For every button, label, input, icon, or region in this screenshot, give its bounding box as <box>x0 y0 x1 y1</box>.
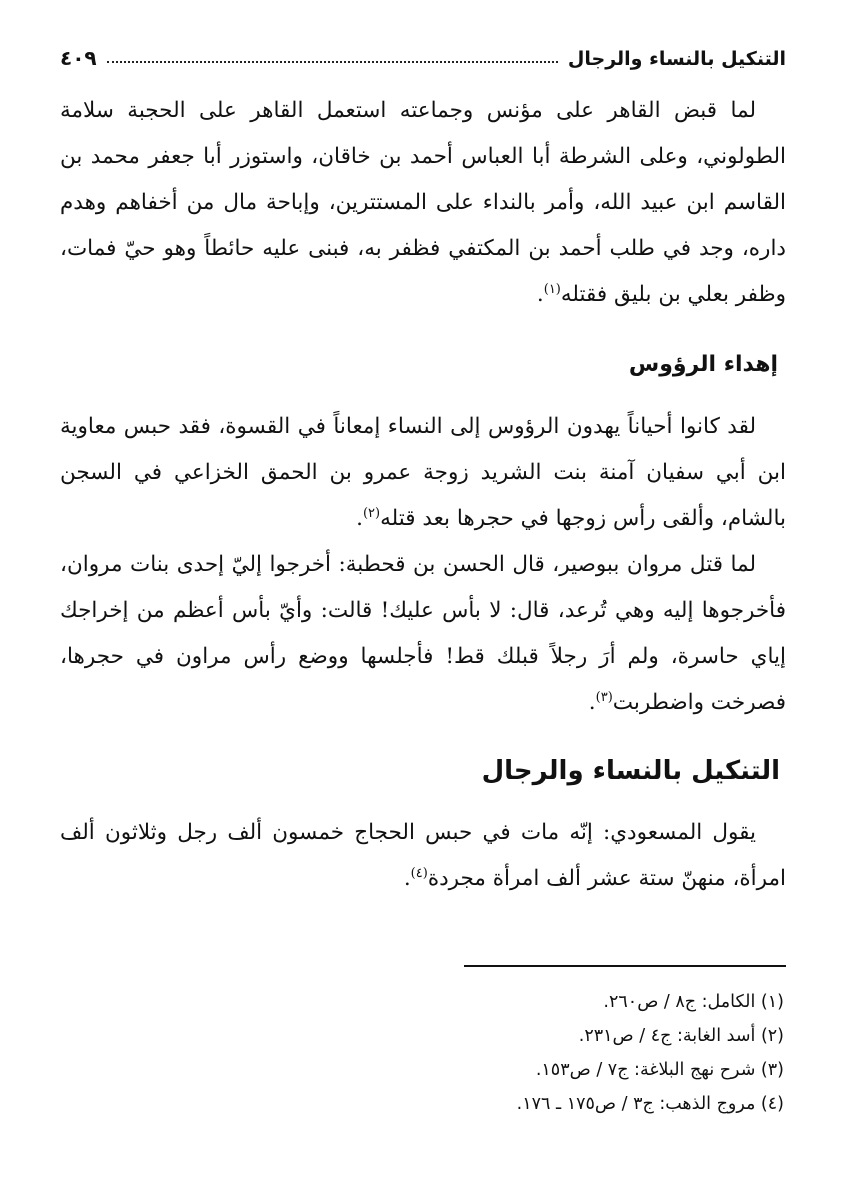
footnote-2: (٢) أسد الغابة: ج٤ / ص٢٣١. <box>578 1026 784 1046</box>
footnote-ref-4: (٤) <box>410 865 428 881</box>
footnote-ref-2: (٢) <box>362 505 381 521</box>
paragraph-4-period: . <box>403 866 411 891</box>
paragraph-3-text: لما قتل مروان ببوصير، قال الحسن بن قحطبة: أخرجوا إليّ إحدى بنات مروان، فأخرجوها إليه وهي تُرعد، قال: لا بأس عليك! قالت: وأيّ بأس أعظم من إخراجك إياي حاسرة، ولم أرَ رجلاً قبلك قط! فأجلسها ووضع رأس مراون في حجرها، فصرخت واضطربت <box>60 552 786 715</box>
page-number: ٤٠٩ <box>60 46 97 70</box>
paragraph-4-text: يقول المسعودي: إنّه مات في حبس الحجاج خمسون ألف رجل وثلاثون ألف امرأة، منهنّ ستة عشر ألف امرأة مجردة <box>60 820 786 891</box>
footnote-4: (٤) مروج الذهب: ج٣ / ص١٧٥ ـ ١٧٦. <box>516 1094 784 1114</box>
paragraph-4 <box>60 810 786 902</box>
paragraph-2-text: لقد كانوا أحياناً يهدون الرؤوس إلى النساء إمعاناً في القسوة، فقد حبس معاوية ابن أبي سفيان آمنة بنت الشريد زوجة عمرو بن الحمق الخزاعي في السجن بالشام، وألقى رأس زوجها في حجرها بعد قتله <box>60 414 786 531</box>
page-header <box>60 30 786 70</box>
paragraph-1-text: لما قبض القاهر على مؤنس وجماعته استعمل القاهر على الحجبة سلامة الطولوني، وعلى الشرطة أبا العباس أحمد بن خاقان، واستوزر أبا جعفر محمد بن القاسم ابن عبيد الله، وأمر بالنداء على المستترين، وإباحة مال من أخفاهم وهدم داره، وجد في طلب أحمد بن المكتفي فظفر به، فبنى عليه حائطاً وهو حيّ فمات، وظفر بعلي بن بليق فقتله <box>60 98 786 307</box>
footnotes <box>60 985 784 1121</box>
footnote-ref-1: (١) <box>543 281 561 297</box>
footnote-ref-3: (٣) <box>595 689 613 705</box>
footnote-1: (١) الكامل: ج٨ / ص٢٦٠. <box>603 992 784 1012</box>
dotted-leader <box>107 61 558 63</box>
section-heading-gifting-heads: إهداء الرؤوس <box>628 352 778 377</box>
footnote-3: (٣) شرح نهج البلاغة: ج٧ / ص١٥٣. <box>535 1060 784 1080</box>
paragraph-2 <box>60 404 786 542</box>
section-heading-abuse: التنكيل بالنساء والرجال <box>481 756 780 786</box>
paragraph-3 <box>60 542 786 726</box>
page-body <box>60 88 786 902</box>
paragraph-1-period: . <box>536 282 544 307</box>
paragraph-3-period: . <box>588 690 596 715</box>
paragraph-2-period: . <box>356 506 363 531</box>
paragraph-1 <box>60 88 786 318</box>
footnote-divider <box>464 965 786 967</box>
running-title: التنكيل بالنساء والرجال <box>567 48 786 70</box>
